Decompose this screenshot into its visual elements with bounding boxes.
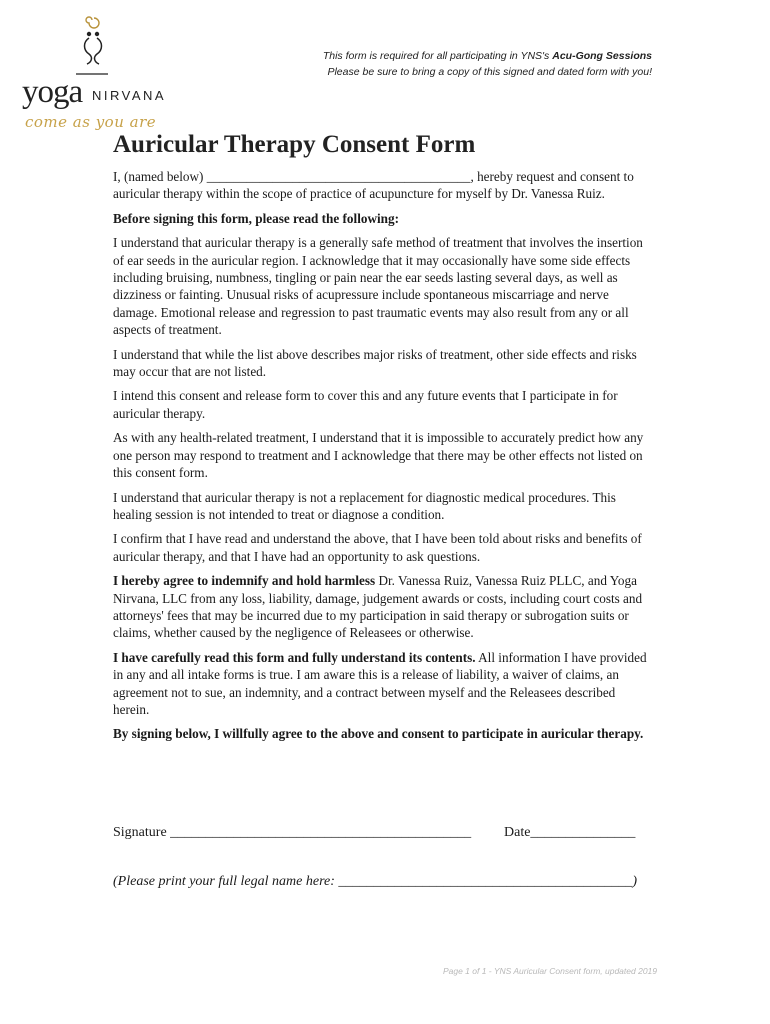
paragraph-not-replacement: I understand that auricular therapy is not a replacement for diagnostic medical procedures. This healing session is not intended to treat or diagnose a condition.: [113, 489, 616, 522]
logo-wordmark: yoga: [22, 74, 83, 110]
header-note: [323, 48, 652, 80]
date-line[interactable]: Date_______________: [504, 825, 636, 840]
header-note-line2: Please be sure to bring a copy of this signed and dated form with you!: [327, 66, 652, 78]
before-heading: Before signing this form, please read the following:: [113, 210, 399, 226]
paragraph-confirm: I confirm that I have read and understand the above, that I have been told about risks and benefits of auricular therapy, and that I have had an opportunity to ask questions.: [113, 531, 642, 564]
form-body: [113, 130, 653, 750]
page-title: Auricular Therapy Consent Form: [113, 131, 476, 158]
logo-subword: NIRVANA: [92, 88, 167, 103]
paragraph-agree: By signing below, I willfully agree to the above and consent to participate in auricular therapy.: [113, 726, 644, 742]
paragraph-future-events: I intend this consent and release form to cover this and any future events that I participate in for auricular therapy.: [113, 388, 618, 421]
header-note-line1: This form is required for all participating in YNS's Acu-Gong Sessions: [322, 50, 652, 62]
paragraph-careful: I have carefully read this form and fully understand its contents. All information I have provided in any and all intake forms is true. I am aware this is a release of liability, a waiver of claims, an agreement not to sue, an indemnity, and a contract between myself and the Releasees described herein.: [113, 649, 647, 717]
paragraph-predict: As with any health-related treatment, I understand that it is impossible to accurately predict how any one person may respond to treatment and I acknowledge that there may be other effects not listed on this consent form.: [113, 430, 644, 481]
paragraph-other-risks: I understand that while the list above describes major risks of treatment, other side effects and risks may occur that are not listed.: [113, 346, 637, 380]
signature-row: [113, 825, 653, 841]
logo-tagline: come as you are: [25, 113, 157, 131]
paragraph-indemnify: I hereby agree to indemnify and hold harmless Dr. Vanessa Ruiz, Vanessa Ruiz PLLC, and Yoga Nirvana, LLC from any loss, liability, damage, judgement awards or costs, including court costs and attorneys' fees that may be incurred due to my participation in said therapy or subrogation suits or claims, whether caused by the negligence of Releasees or otherwise.: [113, 573, 643, 641]
page-footer: Page 1 of 1 - YNS Auricular Consent form, updated 2019: [442, 966, 657, 976]
yoga-nirvana-logo: [22, 12, 182, 132]
signature-line[interactable]: Signature ___________________________________________: [113, 825, 472, 840]
print-name-line[interactable]: (Please print your full legal name here: __________________________________________): [113, 874, 638, 889]
intro-paragraph: I, (named below) ________________________________________, hereby request and consent to auricular therapy within the scope of practice of acupuncture for myself by Dr. Vanessa Ruiz.: [113, 169, 634, 202]
session-name: Acu-Gong Sessions: [552, 50, 652, 62]
figure-emblem-icon: [72, 12, 112, 80]
paragraph-risks: I understand that auricular therapy is a generally safe method of treatment that involves the insertion of ear seeds in the auricular region. I acknowledge that it may occasionally have some side effects including bruising, numbness, tingling or pain near the ear seeds lasting several days, as well as dizziness or fainting. Unusual risks of acupressure include spontaneous miscarriage and nerve damage. Emotional release and regression to past traumatic events may also result from any or all aspects of treatment.: [113, 235, 643, 338]
